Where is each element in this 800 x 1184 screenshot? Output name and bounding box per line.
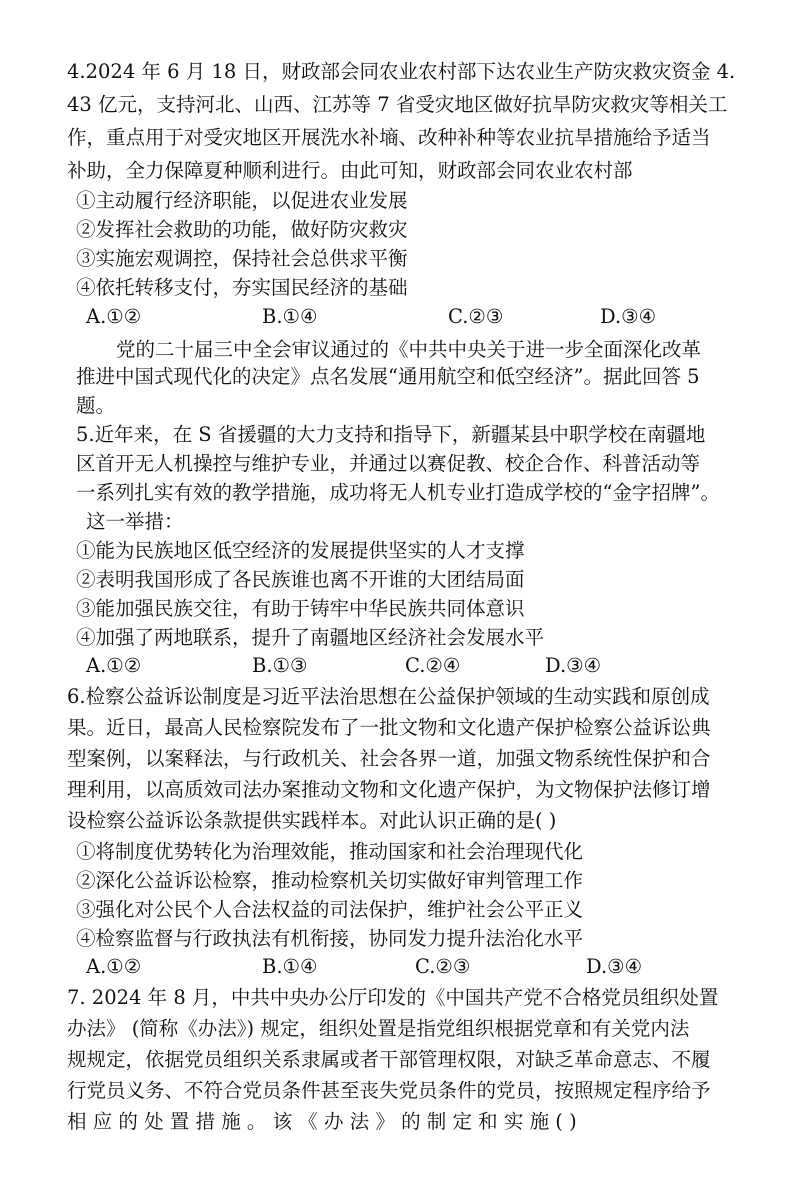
intro-line-1: 党的二十届三中全会审议通过的《中共中央关于进一步全面深化改革: [116, 338, 702, 361]
q7-stem-line-2: 办法》 (简称《办法》) 规定，组织处置是指党组织根据党章和有关党内法: [67, 1017, 690, 1040]
q5-stem-line-2: 区首开无人机操控与维护专业，并通过以赛促教、校企合作、科普活动等: [76, 452, 701, 475]
q6-item-2: ②深化公益诉讼检察，推动检察机关切实做好审判管理工作: [76, 869, 584, 892]
q4-option-b: B.①④: [262, 305, 318, 328]
q5-option-b: B.①③: [252, 654, 308, 677]
q7-stem-line-4: 行党员义务、不符合党员条件甚至丧失党员条件的党员，按照规定程序给予: [67, 1079, 711, 1102]
q6-stem-line-5: 设检察公益诉讼条款提供实践样本。对此认识正确的是( ): [67, 809, 557, 832]
q6-stem-line-2: 果。近日，最高人民检察院发布了一批文物和文化遗产保护检察公益诉讼典: [67, 716, 711, 739]
q5-stem-line-4: 这一举措：: [86, 510, 184, 533]
q5-item-2: ②表明我国形成了各民族谁也离不开谁的大团结局面: [76, 568, 525, 591]
q4-option-a: A.①②: [86, 305, 142, 328]
q7-stem-line-3: 规规定，依据党员组织关系隶属或者干部管理权限，对缺乏革命意志、不履: [67, 1048, 711, 1071]
q6-option-d: D.③④: [586, 955, 643, 978]
q6-item-3: ③强化对公民个人合法权益的司法保护，维护社会公平正义: [76, 898, 584, 921]
q4-stem-line-1: 4.2024 年 6 月 18 日，财政部会同农业农村部下达农业生产防灾救灾资金 4.: [67, 60, 736, 83]
q4-stem-line-2: 43 亿元，支持河北、山西、江苏等 7 省受灾地区做好抗旱防灾救灾等相关工: [67, 93, 728, 116]
q4-stem-line-4: 补助，全力保障夏种顺利进行。由此可知，财政部会同农业农村部: [67, 159, 633, 182]
q6-option-b: B.①④: [262, 955, 318, 978]
q4-item-2: ②发挥社会救助的功能，做好防灾救灾: [76, 218, 408, 241]
q5-stem-line-1: 5.近年来，在 S 省援疆的大力支持和指导下，新疆某县中职学校在南疆地: [76, 423, 706, 446]
q4-stem-line-3: 作，重点用于对受灾地区开展洗水补墒、改种补种等农业抗旱措施给予适当: [67, 126, 711, 149]
q6-stem-line-3: 型案例，以案释法，与行政机关、社会各界一道，加强文物系统性保护和合: [67, 747, 711, 770]
q4-item-3: ③实施宏观调控，保持社会总供求平衡: [76, 247, 408, 270]
q4-item-4: ④依托转移支付，夯实国民经济的基础: [76, 276, 408, 299]
q4-option-d: D.③④: [600, 305, 657, 328]
q5-option-d: D.③④: [545, 654, 602, 677]
q7-stem-line-1: 7. 2024 年 8 月，中共中央办公厅印发的《中国共产党不合格党员组织处置: [67, 986, 719, 1009]
q5-stem-line-3: 一系列扎实有效的教学措施，成功将无人机专业打造成学校的“金字招牌”。: [76, 481, 720, 504]
q5-item-3: ③能加强民族交往，有助于铸牢中华民族共同体意识: [76, 597, 525, 620]
q6-option-a: A.①②: [86, 955, 142, 978]
q6-item-1: ①将制度优势转化为治理效能，推动国家和社会治理现代化: [76, 840, 584, 863]
q4-item-1: ①主动履行经济职能，以促进农业发展: [76, 189, 408, 212]
intro-line-3: 题。: [76, 394, 116, 417]
q5-item-1: ①能为民族地区低空经济的发展提供坚实的人才支撑: [76, 539, 525, 562]
q6-item-4: ④检察监督与行政执法有机衔接，协同发力提升法治化水平: [76, 927, 584, 950]
q6-option-c: C.②③: [415, 955, 471, 978]
q6-stem-line-4: 理利用，以高质效司法办案推动文物和文化遗产保护，为文物保护法修订增: [67, 778, 711, 801]
q5-item-4: ④加强了两地联系，提升了南疆地区经济社会发展水平: [76, 626, 545, 649]
q5-option-a: A.①②: [86, 654, 142, 677]
q4-option-c: C.②③: [448, 305, 504, 328]
q5-option-c: C.②④: [405, 654, 461, 677]
q7-stem-line-5: 相 应 的 处 置 措 施 。 该 《 办 法 》 的 制 定 和 实 施 ( ): [67, 1110, 577, 1133]
intro-line-2: 推进中国式现代化的决定》点名发展“通用航空和低空经济”。据此回答 5: [76, 365, 700, 388]
q6-stem-line-1: 6.检察公益诉讼制度是习近平法治思想在公益保护领域的生动实践和原创成: [67, 685, 710, 708]
